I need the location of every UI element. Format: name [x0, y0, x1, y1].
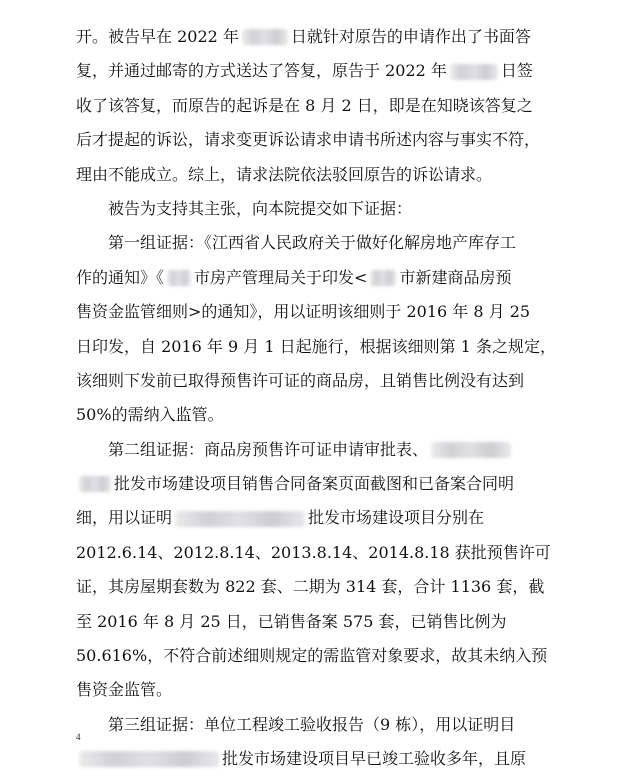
- text-segment: 该细则下发前已取得预售许可证的商品房，且销售比例没有达到: [76, 370, 525, 390]
- text-segment: 日签: [500, 61, 533, 81]
- text-segment: 批发市场建设项目分别在: [308, 508, 485, 528]
- text-segment: 理由不能成立。综上，请求法院依法驳回原告的诉讼请求。: [76, 164, 493, 184]
- text-segment: 市新建商品房预: [399, 267, 512, 287]
- text-segment: 50.616%，不符合前述细则规定的需监管对象要求，故其未纳入预: [76, 646, 548, 666]
- text-segment: 开。被告早在 2022 年: [76, 27, 239, 46]
- text-segment: 50%的需纳入监管。: [76, 405, 224, 425]
- text-segment: 批发市场建设项目早已竣工验收多年，且原: [222, 749, 527, 769]
- text-segment: 复，并通过邮寄的方式送达了答复，原告于 2022 年: [76, 61, 447, 81]
- text-segment: 被告为支持其主张，向本院提交如下证据：: [76, 198, 413, 218]
- text-line: [76, 20, 550, 54]
- text-line: [76, 467, 550, 501]
- text-line: [76, 673, 550, 707]
- text-line: [76, 261, 550, 295]
- text-line: [76, 123, 550, 157]
- text-line: [76, 398, 550, 432]
- text-line: [76, 605, 550, 639]
- text-line: [76, 295, 550, 329]
- redacted-text: [431, 442, 511, 458]
- text-segment: 作的通知》《: [76, 267, 165, 287]
- text-segment: 批发市场建设项目销售合同备案页面截图和已备案合同明: [114, 474, 515, 494]
- page-number: 4: [76, 732, 81, 742]
- document-body: [76, 20, 556, 777]
- text-segment: 后才提起的诉讼，请求变更诉讼请求申请书所述内容与事实不符，: [76, 130, 541, 150]
- text-line: [76, 158, 550, 192]
- text-line: [76, 742, 550, 776]
- text-line: [76, 330, 556, 364]
- text-line: [76, 364, 550, 398]
- text-line: [76, 89, 550, 123]
- redacted-text: [370, 270, 396, 286]
- text-segment: 第三组证据：单位工程竣工验收报告（9 栋），用以证明目: [76, 714, 516, 734]
- text-segment: 日就针对原告的申请作出了书面答: [290, 27, 531, 46]
- text-segment: 第一组证据：《江西省人民政府关于做好化解房地产库存工: [76, 233, 517, 253]
- text-segment: 售资金监管细则>的通知》，用以证明该细则于 2016 年 8 月 25: [76, 302, 531, 322]
- text-segment: 收了该答复，而原告的起诉是在 8 月 2 日，即是在知晓该答复之: [76, 95, 533, 115]
- redacted-text: [79, 476, 111, 492]
- text-line: [76, 54, 550, 88]
- text-segment: 日印发，自 2016 年 9 月 1 日起施行，根据该细则第 1 条之规定，: [76, 336, 556, 356]
- text-line: [76, 192, 550, 226]
- redacted-text: [175, 511, 305, 527]
- text-line: [76, 433, 550, 467]
- redacted-text: [79, 751, 219, 767]
- text-line: [76, 639, 550, 673]
- text-segment: 第二组证据：商品房预售许可证申请审批表、: [76, 439, 429, 459]
- text-segment: 至 2016 年 8 月 25 日，已销售备案 575 套，已销售比例为: [76, 611, 507, 631]
- text-segment: 细，用以证明: [76, 508, 173, 528]
- text-segment: 市房产管理局关于印发<: [194, 267, 368, 287]
- text-line: [76, 226, 550, 260]
- text-line: [76, 501, 550, 535]
- text-segment: 证，其房屋期套数为 822 套、二期为 314 套，合计 1136 套，截: [76, 577, 545, 597]
- text-segment: 售资金监管。: [76, 680, 173, 700]
- redacted-text: [242, 29, 288, 45]
- redacted-text: [167, 270, 191, 286]
- text-line: [76, 708, 550, 742]
- text-line: [76, 536, 550, 570]
- redacted-text: [450, 64, 498, 80]
- text-line: [76, 570, 550, 604]
- text-segment: 2012.6.14、2012.8.14、2013.8.14、2014.8.18 获批预售许可: [76, 542, 551, 562]
